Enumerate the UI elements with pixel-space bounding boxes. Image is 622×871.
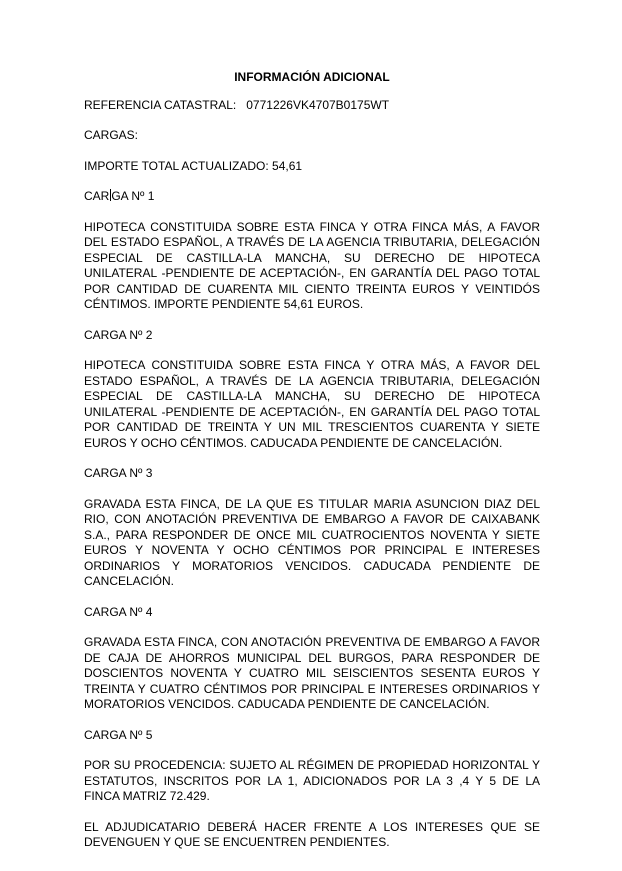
carga-heading-3: CARGA Nº 3 (84, 466, 153, 480)
referencia-label: REFERENCIA CATASTRAL: (84, 97, 237, 112)
carga-heading-2: CARGA Nº 2 (84, 327, 153, 342)
carga-heading-1-part1: CAR (84, 189, 110, 203)
referencia-catastral (84, 98, 540, 114)
cargas-label: CARGAS: (84, 128, 139, 142)
carga-heading-5: CARGA Nº 5 (84, 727, 153, 742)
carga-heading-1 (84, 189, 540, 205)
document-page (84, 70, 540, 866)
carga-text-3: GRAVADA ESTA FINCA, DE LA QUE ES TITULAR MARIA ASUNCION DIAZ DEL RIO, CON ANOTACIÓN PREVENTIVA DE EMBARGO A FAVOR DE CAIXABANK S.A., PARA RESPONDER DE ONCE MIL CUATROCIENTOS NOVENTA Y SIETE EUROS Y NOVENTA Y OCHO CÉNTIMOS POR PRINCIPAL E INTERESES ORDINARIOS Y MORATORIOS VENCIDOS. CADUCADA PENDIENTE DE CANCELACIÓN. (84, 496, 540, 588)
closing-paragraph: EL ADJUDICATARIO DEBERÁ HACER FRENTE A LOS INTERESES QUE SE DEVENGUEN Y QUE SE ENCUENTREN PENDIENTES. (84, 819, 540, 849)
carga-heading-4: CARGA Nº 4 (84, 604, 153, 619)
page-title: INFORMACIÓN ADICIONAL (234, 70, 390, 84)
carga-text-1: HIPOTECA CONSTITUIDA SOBRE ESTA FINCA Y OTRA FINCA MÁS, A FAVOR DEL ESTADO ESPAÑOL, A TRAVÉS DE LA AGENCIA TRIBUTARIA, DELEGACIÓN ESPECIAL DE CASTILLA-LA MANCHA, SU DERECHO DE HIPOTECA UNILATERAL -PENDIENTE DE ACEPTACIÓN-, EN GARANTÍA DEL PAGO TOTAL POR CANTIDAD DE CUARENTA MIL CIENTO TREINTA EUROS Y VEINTIDÓS CÉNTIMOS. IMPORTE PENDIENTE 54,61 EUROS. (84, 219, 540, 311)
carga-text-5: POR SU PROCEDENCIA: SUJETO AL RÉGIMEN DE PROPIEDAD HORIZONTAL Y ESTATUTOS, INSCRITOS POR LA 1, ADICIONADOS POR LA 3 ,4 Y 5 DE LA FINCA MATRIZ 72.429. (84, 758, 540, 803)
carga-text-2: HIPOTECA CONSTITUIDA SOBRE ESTA FINCA Y OTRA MÁS, A FAVOR DEL ESTADO ESPAÑOL, A TRAVÉS DE LA AGENCIA TRIBUTARIA, DELEGACIÓN ESPECIAL DE CASTILLA-LA MANCHA, SU DERECHO DE HIPOTECA UNILATERAL -PENDIENTE DE ACEPTACIÓN-, EN GARANTÍA DEL PAGO TOTAL POR CANTIDAD DE TREINTA Y UN MIL TRESCIENTOS CUARENTA Y SIETE EUROS Y OCHO CÉNTIMOS. CADUCADA PENDIENTE DE CANCELACIÓN. (84, 358, 540, 450)
importe-total: IMPORTE TOTAL ACTUALIZADO: 54,61 (84, 158, 303, 173)
carga-heading-1-part2: GA Nº 1 (111, 189, 155, 203)
referencia-value: 0771226VK4707B0175WT (246, 97, 390, 112)
carga-text-4: GRAVADA ESTA FINCA, CON ANOTACIÓN PREVENTIVA DE EMBARGO A FAVOR DE CAJA DE AHORROS MUNICIPAL DEL BURGOS, PARA RESPONDER DE DOSCIENTOS NOVENTA Y CUATRO MIL SEISCIENTOS SESENTA EUROS Y TREINTA Y CUATRO CÉNTIMOS POR PRINCIPAL E INTERESES ORDINARIOS Y MORATORIOS VENCIDOS. CADUCADA PENDIENTE DE CANCELACIÓN. (84, 635, 540, 711)
